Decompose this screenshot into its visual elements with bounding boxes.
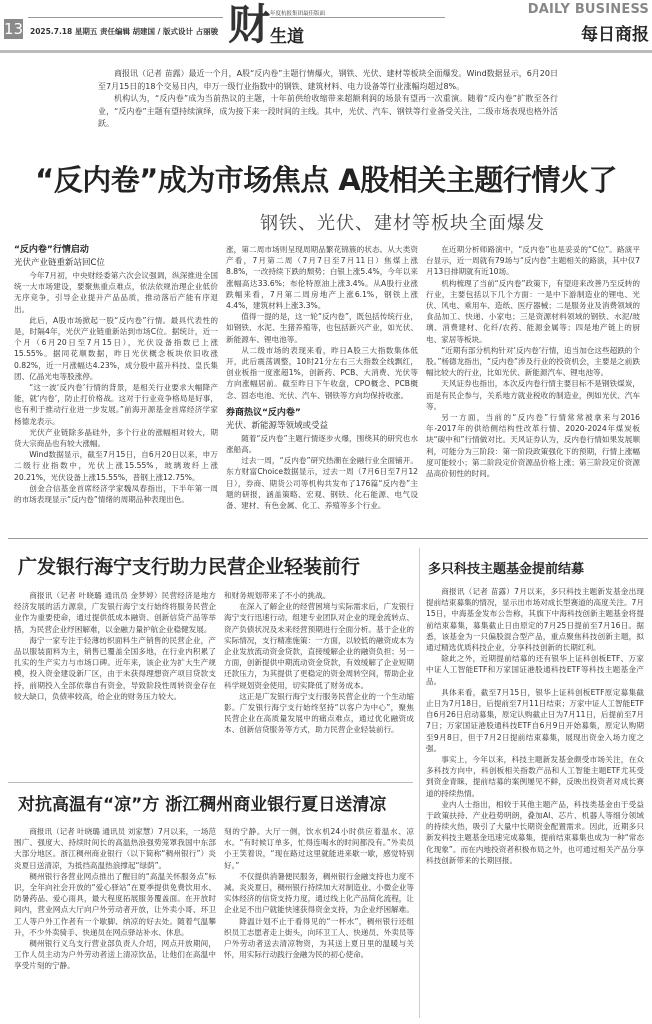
header-rule (28, 17, 223, 18)
paragraph: 创金合信基金首席经济学家魏凤春指出，下半年第一周的市场表现显示“反内卷”情绪的周期品种表现出色。 (14, 483, 218, 505)
paragraph: 值得一提的是，这一轮“反内卷”，既包括传统行业，如钢铁、水泥、生猪养殖等，也包括新兴产业，如光伏、新能源车、锂电池等。 (226, 312, 418, 344)
paragraph: 除此之外，近期提前结募的还有银华上证科创板ETF、万家中证人工智能ETF和万家国证港股通科技ETF等科技主题基金产品。 (426, 654, 644, 686)
article2-column-2 (224, 590, 414, 775)
paragraph: 涨，第二周市场则呈现周期品繁花锦簇的状态。从大类资产看，7月第二周（7月7日至7月11日）焦煤上涨8.8%，一改持续下跌的颓势；白银上涨5.4%，今年以来涨幅高达33.6%；布伦特原油上涨3.4%。从A股行业涨跌幅来看，7月第二周房地产上涨6.1%，钢铁上涨4.4%，建筑材料上涨3.3%。 (226, 245, 418, 311)
paragraph: 降温计划不止于看得见的“一杯水”，稠州银行还组织员工志愿者走上街头，向环卫工人、快递员、外卖员等户外劳动者送去清凉物资，为其送上夏日里的温暖与关怀，用实际行动践行金融为民的初心使命。 (224, 916, 414, 960)
section-subhead: 券商热议“反内卷” (226, 407, 301, 418)
paragraph: 此后，A股市场掀起一股“反内卷”行情。最具代表性的是，时隔4年，光伏产业链重新站到市场C位。据统计，近一个月（6月20日至7月15日），光伏设备指数已上涨15.55%。据同花顺数据，昨日光伏概念板块依旧收涨0.82%，近一月涨幅达4.23%，成分股中蓝升科技、皇氏集团、亿晶光电等股涨停。 (14, 315, 218, 381)
brand-english: DAILY BUSINESS (527, 2, 649, 17)
lead-paragraph: 机构认为，“反内卷”成为当前热议的主题，十年前供给收缩带来超额利润的场景有望再一次重演。随着“反内卷”扩散至各行业，“反内卷”主题有望持续演绎，成为接下来一段时间的主线。其中，光伏、汽车、钢铁等行业备受关注，二级市场表现也格外活跃。 (98, 94, 558, 128)
section-subhead: “反内卷”行情启动 (14, 245, 89, 255)
section-divider (8, 538, 648, 539)
section-subhead: 光伏、新能源等领域或受益 (226, 420, 329, 431)
paragraph: 刻的宁静。大厅一侧，饮水机24小时供应着温水、凉水。“有时候订单多，忙得连喝水的时间都没有。”外卖员小王笑着说，“现在路过这里就能进来歇一歇，感觉特别好。” (224, 827, 414, 870)
paragraph: 商报讯（记者 叶晓璐 通讯员 刘家慧）7月以来，一场范围广、强度大、持续时间长的高温热浪强势笼罩我国中东部大部分地区。浙江稠州商业银行（以下简称“稠州银行”）炎炎夏日送清凉，为抵挡高温热浪撑起“绿荫”。 (14, 827, 216, 870)
main-subheadline: 钢铁、光伏、建材等板块全面爆发 (260, 213, 545, 234)
paragraph: 稠州银行各营业网点推出了醒目的“高温关怀服务点”标识，全年向社会开放的“爱心驿站”在夏季提供免费饮用水、防暑药品、爱心雨具，最大程度拓展服务覆盖面。在开放时间内，营业网点大厅向户外劳动者开放，让外卖小哥、环卫工人等户外工作者有一个歇脚、纳凉的好去处。随着气温攀升，不少外卖骑手、快递员在网点驿站补水、休息。 (14, 871, 216, 937)
article2-column-1 (14, 590, 216, 775)
paragraph: 事实上，今年以来，科技主题新发基金颇受市场关注，在众多科技方向中，科创板相关指数产品和人工智能主题ETF尤其受到资金青睐，提前结募的案例屡见不鲜，反映出投资者对成长赛道的持续热情。 (426, 755, 644, 798)
paragraph: 光伏产业链除多晶硅外，多个行业的涨幅相对较大，期货大宗商品也有较大涨幅。 (14, 427, 218, 449)
sidebar-article (426, 586, 644, 1020)
dateline: 2025.7.18 星期五 责任编辑 胡建国 / 版式设计 占丽骏 (30, 27, 219, 36)
main-column-3 (426, 244, 640, 534)
award-label: 年度杭报集团最佳版面 (270, 11, 326, 17)
paragraph: “这一波‘反内卷’行情的背景，是相关行业要求大幅降产能，就‘内卷’，防止打价格战。这对于行业竞争格局是好事，也有利于推动行业进一步发展。”前海开源基金首席经济学家杨德龙表示。 (14, 383, 218, 426)
paragraph: 和财务规划带来了不小的挑战。 (224, 591, 331, 600)
article3-column-2 (224, 826, 414, 1020)
header-rule-right (270, 17, 445, 18)
paragraph: 随着“反内卷”主题行情逐步火爆，围绕其的研究也水涨船高。 (226, 433, 418, 455)
paragraph: 天风证券也指出，本次反内卷行情主要目标不是钢铁煤炭，而是有民企参与，关系地方就业税收的制造业，例如光伏、汽车等。 (426, 379, 640, 411)
paragraph: 从二级市场的表现来看，昨日A股三大指数集体低开，此后震荡调整，10时21分左右三大指数全线飘红，创业板指一度涨超1%，创新药、PCB、大消费、光伏等方向涨幅居前。截至昨日下午收盘，CPO概念、PCB概念、固态电池、光伏、汽车、钢铁等方向均保持收涨。 (226, 345, 418, 400)
main-headline: “反内卷”成为市场焦点 A股相关主题行情火了 (35, 163, 617, 197)
paragraph: 过去一周，“反内卷”研究热潮在金融行业全面铺开。东方财富Choice数据显示，过去一周（7月6日至7月12日），券商、期货公司等机构共发布了176篇“反内卷”主题的研报，涵盖策略、宏观、钢铁、化石能源、电气设备、建材、有色金属、化工、养殖等多个行业。 (226, 456, 418, 511)
main-column-2 (226, 244, 418, 534)
paragraph: 海宁一家专注于轻薄纺织面料生产销售的民营企业，产品以服装面料为主，销售已覆盖全国多地，在行业内积累了扎实的生产实力与市场口碑。近年来，该企业为扩大生产规模，投入资金建设新厂区，由于未获得理想资产项目贷款支持，前期投入全部依靠自有资金，导致阶段性周转资金存在较大缺口，负债率较高，给企业的财务压力较大。 (14, 635, 216, 701)
page-number: 13 (4, 20, 24, 38)
article-divider (8, 782, 413, 783)
lead-paragraphs (98, 68, 558, 131)
paragraph: 业内人士指出，相较于其他主题产品，科技类基金由于受益于政策扶持、产业趋势明朗，叠加AI、芯片、机器人等细分领域的持续火热，吸引了大量中长期资金配置需求。因此，近期多只新发科技主题基金迅速完成募集，提前结束募集也成为一种“常态化现象”。而在内地投资者积极布局之外，也可通过相关产品分享科技创新带来的长期回报。 (426, 799, 644, 865)
lead-paragraph: 商报讯（记者 苗露）最近一个月，A股“反内卷”主题行情爆火，钢铁、光伏、建材等板块全面爆发。Wind数据显示，6月20日至7月15日的18个交易日内，申万一级行业指数中的钢铁、建筑材料、电力设备等行业涨幅均超过8%。 (98, 69, 558, 91)
paragraph: 这正是广发银行海宁支行服务民营企业的一个生动缩影。广发银行海宁支行始终坚持“以客户为中心”，聚焦民营企业在高质量发展中的痛点难点，通过优化融资成本、创新信贷服务等方式，助力民营企业轻装前行。 (224, 691, 414, 735)
paragraph: 商报讯（记者 苗露）7月以来，多只科技主题新发基金出现提前结束募集的情况，显示出市场对成长型赛道的高度关注。7月15日，中海基金发布公告称，其旗下中海科技创新主题基金将提前结束募集，募集截止日由原定的7月25日提前至7月16日。据悉，该基金为一只偏股混合型产品，重点聚焦科技创新主题，拟通过精选优质科技企业，分享科技创新的长期红利。 (426, 587, 644, 653)
paragraph: “近期有部分机构针对‘反内卷’行情，追当加仓这些超跌的个股。”杨德龙指出，“反内卷”涉及行业的投资机会，主要是之前跌幅比较大的行业，比如光伏、新能源汽车、锂电池等。 (426, 345, 640, 378)
paragraph: 另一方面，当前的“反内卷”行情常常被拿来与2016年-2017年的供给侧结构性改革行情、2020-2024年煤炭板块“碳中和”行情做对比。天风证券认为，反内卷行情如果发展顺利，可能分为三阶段：第一阶段政策强化下的预期，行情上涨幅度可能较小；第二阶段定价资源品价格上涨；第三阶段定价资源品高价韧性的时间。 (426, 413, 640, 479)
paragraph: Wind数据显示，截至7月15日，自6月20日以来，申万二级行业指数中，光伏上涨15.55%，玻璃玻纤上涨20.21%，光伏设备上涨15.55%，普钢上涨12.75%。 (14, 450, 218, 482)
paragraph: 在近期分析师路演中，“反内卷”也是妥妥的“C位”。路演平台显示，近一周就有79场与“反内卷”主题相关的路演，其中仅7月13日排期就有近10场。 (426, 245, 640, 277)
brand-logo: 每日商报 (581, 25, 649, 45)
header-divider (0, 50, 652, 53)
paragraph: 稠州银行义乌支行营业部负责人介绍，网点开放期间，工作人员主动为户外劳动者送上清凉饮品，让他们在高温中享受片刻的宁静。 (14, 939, 216, 971)
paragraph: 在深入了解企业的经营困境与实际需求后，广发银行海宁支行迅速行动，组建专业团队对企业的现金流转点、资产负债状况及未来经营预期进行全面分析。基于企业的实际情况，支行精准施策：一方面，以较低的融资成本为企业发放流动资金贷款，直接缓解企业的融资负担；另一方面，创新提供中期流动资金贷款，有效缓解了企业短期还款压力，为其提供了更稳定的资金周转空间，帮助企业科学规划资金使用，切实降低了财务成本。 (224, 602, 414, 690)
article3-column-1 (14, 826, 216, 1020)
section-logo-char: 财 (228, 0, 271, 49)
paragraph: 今年7月初，中央财经委第六次会议强调，纵深推进全国统一大市场建设，要聚焦重点难点，依法依规治理企业低价无序竞争，引导企业提升产品品质，推动落后产能有序退出。 (14, 271, 218, 314)
paragraph: 机构梳理了当前“反内卷”政策下，有望迎来改善乃至反转的行业，主要包括以下几个方面：一是中下游制造业的锂电、光伏、风电、乘用车、造纸、医疗器械；二是服务业及消费领域的食品加工、快递、小家电；三是资源材料领域的钢铁、水泥/玻璃、消费建材、化纤/农药、能源金属等；四是地产链上的厨电、家居等板块。 (426, 278, 640, 344)
paragraph: 不仅提供消暑便民服务，稠州银行金融支持也力度不减。炎炎夏日，稠州银行持续加大对制造业、小微企业等实体经济的信贷支持力度，通过线上化产品简化流程，让企业足不出户就能快速获得资金支持，为企业纾困解难。 (224, 871, 414, 915)
paragraph: 商报讯（记者 叶晓璐 通讯员 金梦婷）民营经济是地方经济发展的活力源泉，广发银行海宁支行始终将服务民营企业作为重要使命，通过提供低成本融资、创新信贷产品等举措，为民营企业纾困解难，以金融力量护航企业稳健发展。 (14, 591, 216, 634)
section-subhead: 光伏产业链重新站回C位 (14, 258, 105, 268)
sidebar-headline: 多只科技主题基金提前结募 (428, 562, 585, 577)
section-name: 生道 (270, 27, 304, 47)
main-column-1 (14, 244, 218, 534)
article2-headline: 广发银行海宁支行助力民营企业轻装前行 (18, 556, 361, 578)
column-divider (419, 548, 420, 1018)
article3-headline: 对抗高温有“凉”方 浙江稠州商业银行夏日送清凉 (18, 795, 387, 815)
paragraph: 具体来看，截至7月15日，银华上证科创板ETF原定募集截止日为7月18日，后提前至7月11日结束；万家中证人工智能ETF自6月26日启动募集，原定认购截止日为7月11日，后提前至7月7日；万家国证港股通科技ETF自6月9日开始募集，原定认购期至9月8日，但于7月2日提前结束募集，展现出资金入场力度之强。 (426, 687, 644, 753)
